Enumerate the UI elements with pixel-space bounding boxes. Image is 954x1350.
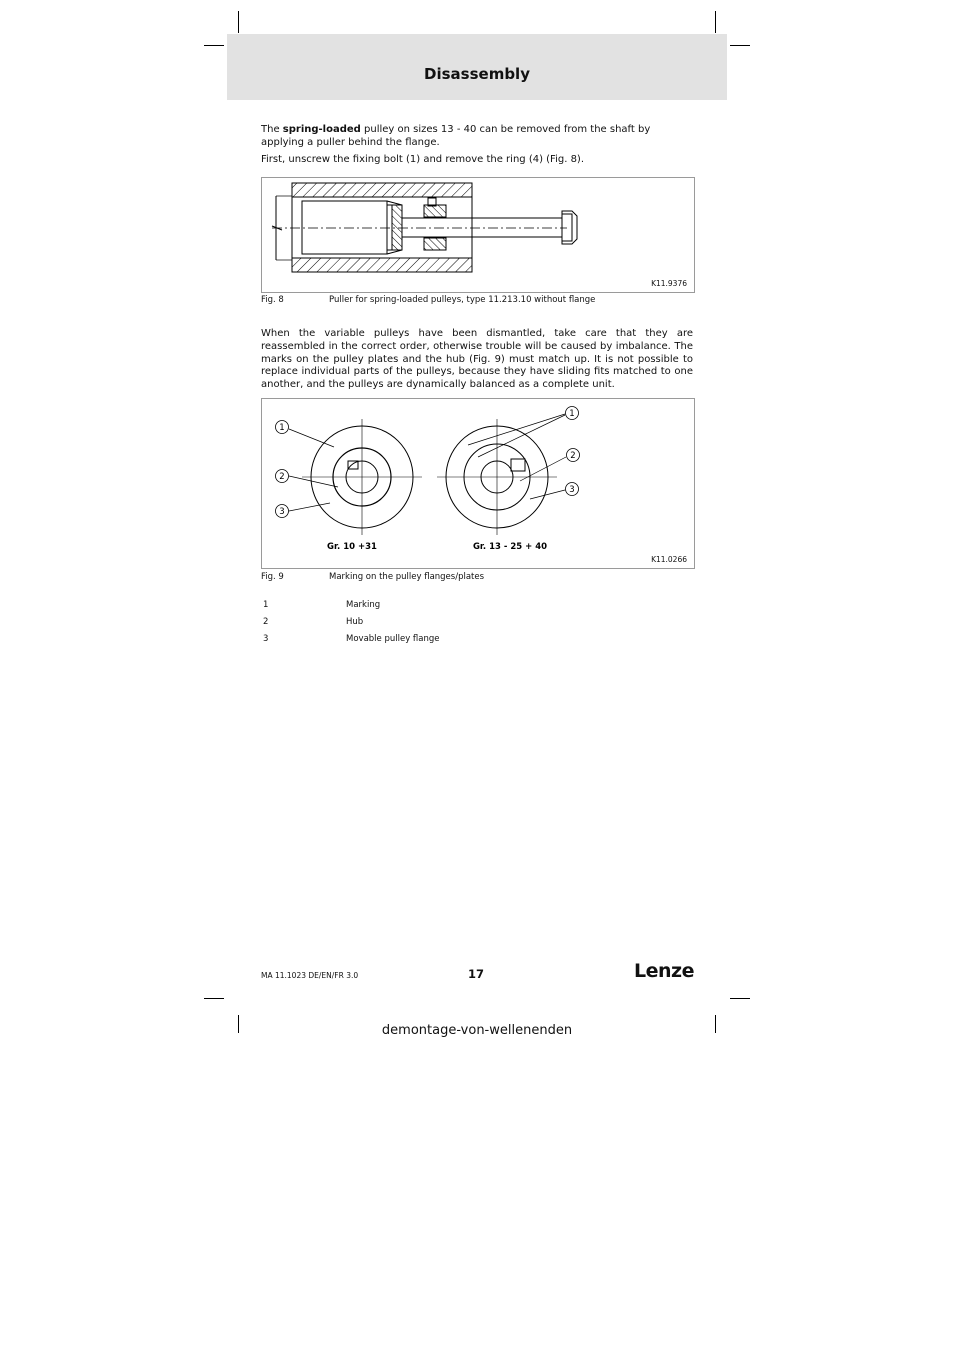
crop-mark: [715, 11, 716, 33]
crop-mark: [730, 998, 750, 999]
legend-number: 1: [263, 600, 269, 610]
label-gr-13-25-40: Gr. 13 - 25 + 40: [472, 542, 548, 552]
callout-circles: [276, 407, 580, 518]
figure-8-code: K11.9376: [651, 279, 687, 288]
body-paragraph: When the variable pulleys have been dismantled, take care that they are reassembled in the correct order, otherwise trouble will be caused by imbalance. The marks on the pulley plates and the hub (Fig. 9) must match up. It is not possible to replace individual parts of the pulleys, because they have sliding fits matched to one another, and the pulleys are dynamically balanced as a complete unit.: [261, 328, 693, 391]
legend-text: Hub: [346, 617, 364, 627]
crop-mark: [238, 11, 239, 33]
figure-9-caption-text: Marking on the pulley flanges/plates: [329, 572, 485, 582]
pulley-marking-drawing: [262, 399, 694, 568]
figure-9-code: K11.0266: [651, 555, 687, 564]
document-reference: MA 11.1023 DE/EN/FR 3.0: [261, 971, 359, 980]
legend-item: [263, 600, 381, 610]
crop-mark: [204, 998, 224, 999]
page-title: Disassembly: [424, 65, 530, 83]
callout-2-left: 2: [279, 472, 285, 482]
intro-paragraph: [261, 124, 693, 150]
pulley-left: [302, 419, 422, 535]
callout-2-right: 2: [570, 451, 576, 461]
instruction-paragraph: First, unscrew the fixing bolt (1) and remove the ring (4) (Fig. 8).: [261, 154, 585, 165]
lenze-logo: Lenze: [634, 960, 694, 982]
figure-8-caption-text: Puller for spring-loaded pulleys, type 11.213.10 without flange: [329, 295, 596, 305]
intro-text-post: pulley on sizes 13 - 40 can be removed from the shaft by applying a puller behind the flange.: [261, 124, 651, 148]
figure-8-caption: [261, 295, 596, 305]
legend-item: [263, 617, 364, 627]
crop-mark: [730, 45, 750, 46]
callout-3-right: 3: [569, 485, 575, 495]
figure-8-number: Fig. 8: [261, 295, 284, 305]
intro-bold-term: spring-loaded: [282, 124, 361, 135]
legend-text: Movable pulley flange: [346, 634, 440, 644]
label-gr-10-31: Gr. 10 +31: [327, 542, 377, 552]
callout-1-left: 1: [279, 423, 285, 433]
pulley-right: [437, 419, 557, 535]
header-band: [227, 34, 727, 100]
legend-item: [263, 634, 440, 644]
puller-drawing: [262, 178, 694, 292]
intro-text-pre: The: [261, 124, 283, 135]
crop-mark: [204, 45, 224, 46]
callout-1-right: 1: [569, 409, 575, 419]
legend-text: Marking: [346, 600, 381, 610]
figure-8-box: [261, 177, 695, 293]
document-label: demontage-von-wellenenden: [381, 1023, 573, 1038]
figure-9-number: Fig. 9: [261, 572, 284, 582]
page-number: 17: [468, 967, 485, 981]
figure-9-caption: [261, 572, 485, 582]
figure-9-box: [261, 398, 695, 569]
legend-number: 3: [263, 634, 269, 644]
callout-3-left: 3: [279, 507, 285, 517]
legend-number: 2: [263, 617, 269, 627]
